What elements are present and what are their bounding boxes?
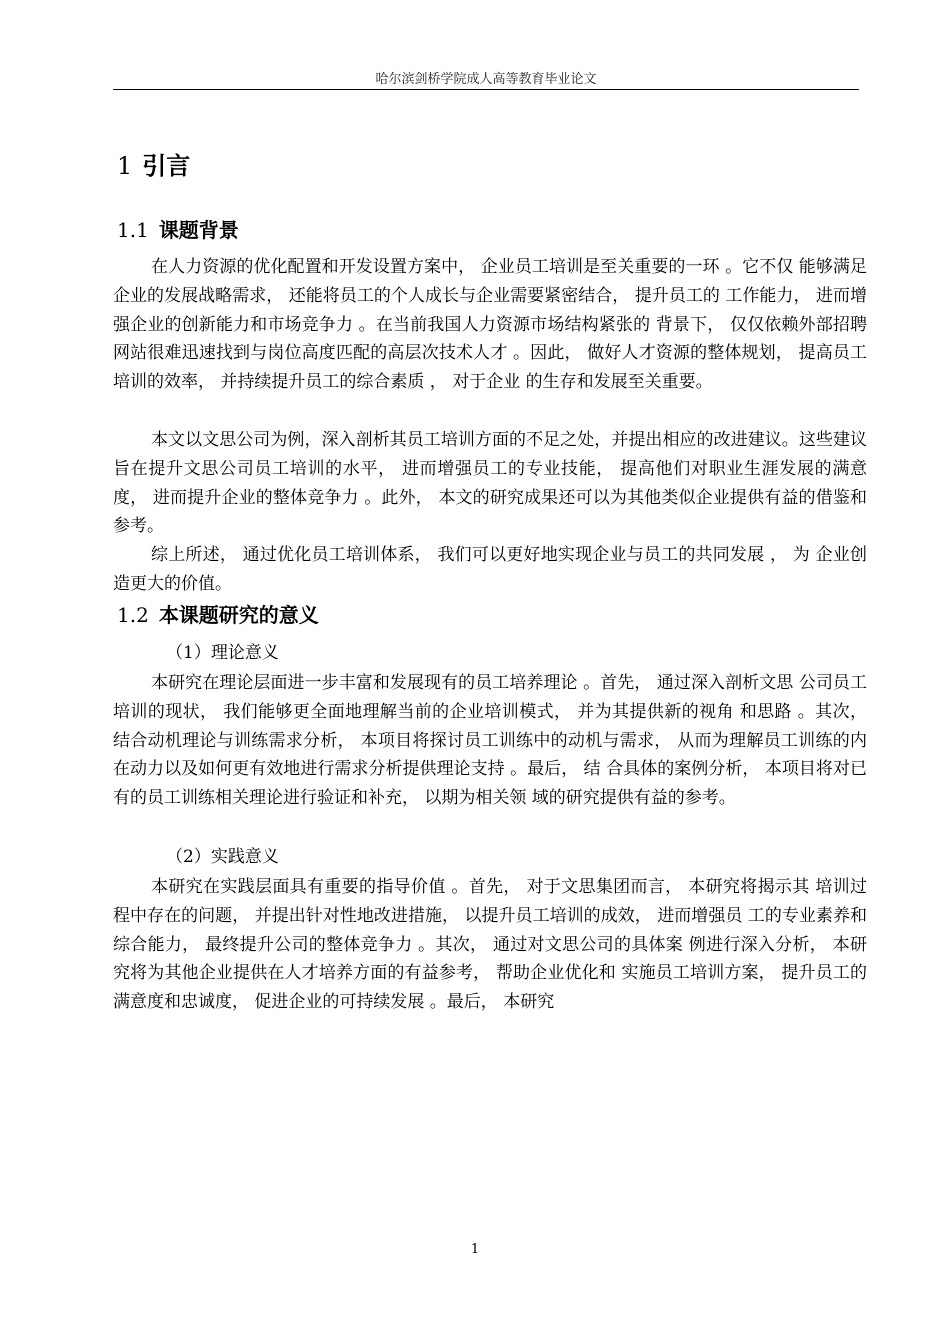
subsection-theory-heading [166, 638, 279, 663]
subsection-theory-label: 理论意义 [210, 643, 279, 663]
chapter-heading [117, 146, 190, 181]
page-number: 1 [470, 1242, 480, 1257]
subsection-theory-number: （1） [166, 643, 211, 663]
section-1-1-heading [117, 214, 239, 243]
subsection-practice-heading [166, 842, 279, 867]
theory-paragraph: 本研究在理论层面进一步丰富和发展现有的员工培养理论 。首先， 通过深入剖析文思 公司员工培训的现状， 我们能够更全面地理解当前的企业培训模式， 并为其提供新的视角 和思路 。其次， 结合动机理论与训练需求分析， 本项目将探讨员工训练中的动机与需求， 从而为理解员工训练的内在动力以及如何更有效地进行需求分析提供理论支持 。最后， 结 合具体的案例分析， 本项目将对已有的员工训练相关理论进行验证和补充， 以期为相关领 域的研究提供有益的参考。 [113, 673, 867, 809]
background-paragraph-2: 本文以文思公司为例，深入剖析其员工培训方面的不足之处，并提出相应的改进建议。这些建议旨在提升文思公司员工培训的水平， 进而增强员工的专业技能， 提高他们对职业生涯发展的满意度， 进而提升企业的整体竞争力 。此外， 本文的研究成果还可以为其他类似企业提供有益的借鉴和参考。 [113, 430, 867, 537]
section-1-1-title: 课题背景 [158, 218, 239, 242]
section-1-1-number: 1.1 [117, 218, 149, 242]
background-paragraph-1: 在人力资源的优化配置和开发设置方案中， 企业员工培训是至关重要的一环 。它不仅 能够满足企业的发展战略需求， 还能将员工的个人成长与企业需要紧密结合， 提升员工的 工作能力， 进而增强企业的创新能力和市场竞争力 。在当前我国人力资源市场结构紧张的 背景下， 仅仅依赖外部招聘网站很难迅速找到与岗位高度匹配的高层次技术人才 。因此， 做好人才资源的整体规划， 提高员工培训的效率， 并持续提升员工的综合素质 ， 对于企业 的生存和发展至关重要。 [113, 257, 867, 393]
header-divider [113, 89, 859, 90]
subsection-practice-number: （2） [166, 847, 211, 867]
background-paragraph-3: 综上所述， 通过优化员工培训体系， 我们可以更好地实现企业与员工的共同发展 ， 为 企业创造更大的价值。 [113, 545, 867, 594]
subsection-practice-label: 实践意义 [210, 847, 279, 867]
practice-paragraph: 本研究在实践层面具有重要的指导价值 。首先， 对于文思集团而言， 本研究将揭示其 培训过程中存在的问题， 并提出针对性地改进措施， 以提升员工培训的成效， 进而增强员 工的专业素养和综合能力， 最终提升公司的整体竞争力 。其次， 通过对文思公司的具体案 例进行深入分析， 本研究将为其他企业提供在人才培养方面的有益参考， 帮助企业优化和 实施员工培训方案， 提升员工的满意度和忠诚度， 促进企业的可持续发展 。最后， 本研究 [113, 877, 867, 1013]
section-1-2-heading [117, 599, 319, 628]
chapter-title: 引言 [142, 152, 191, 180]
chapter-number: 1 [117, 152, 133, 180]
section-1-2-title: 本课题研究的意义 [158, 603, 319, 627]
section-1-2-number: 1.2 [117, 603, 149, 627]
running-header: 哈尔滨剑桥学院成人高等教育毕业论文 [375, 72, 597, 87]
